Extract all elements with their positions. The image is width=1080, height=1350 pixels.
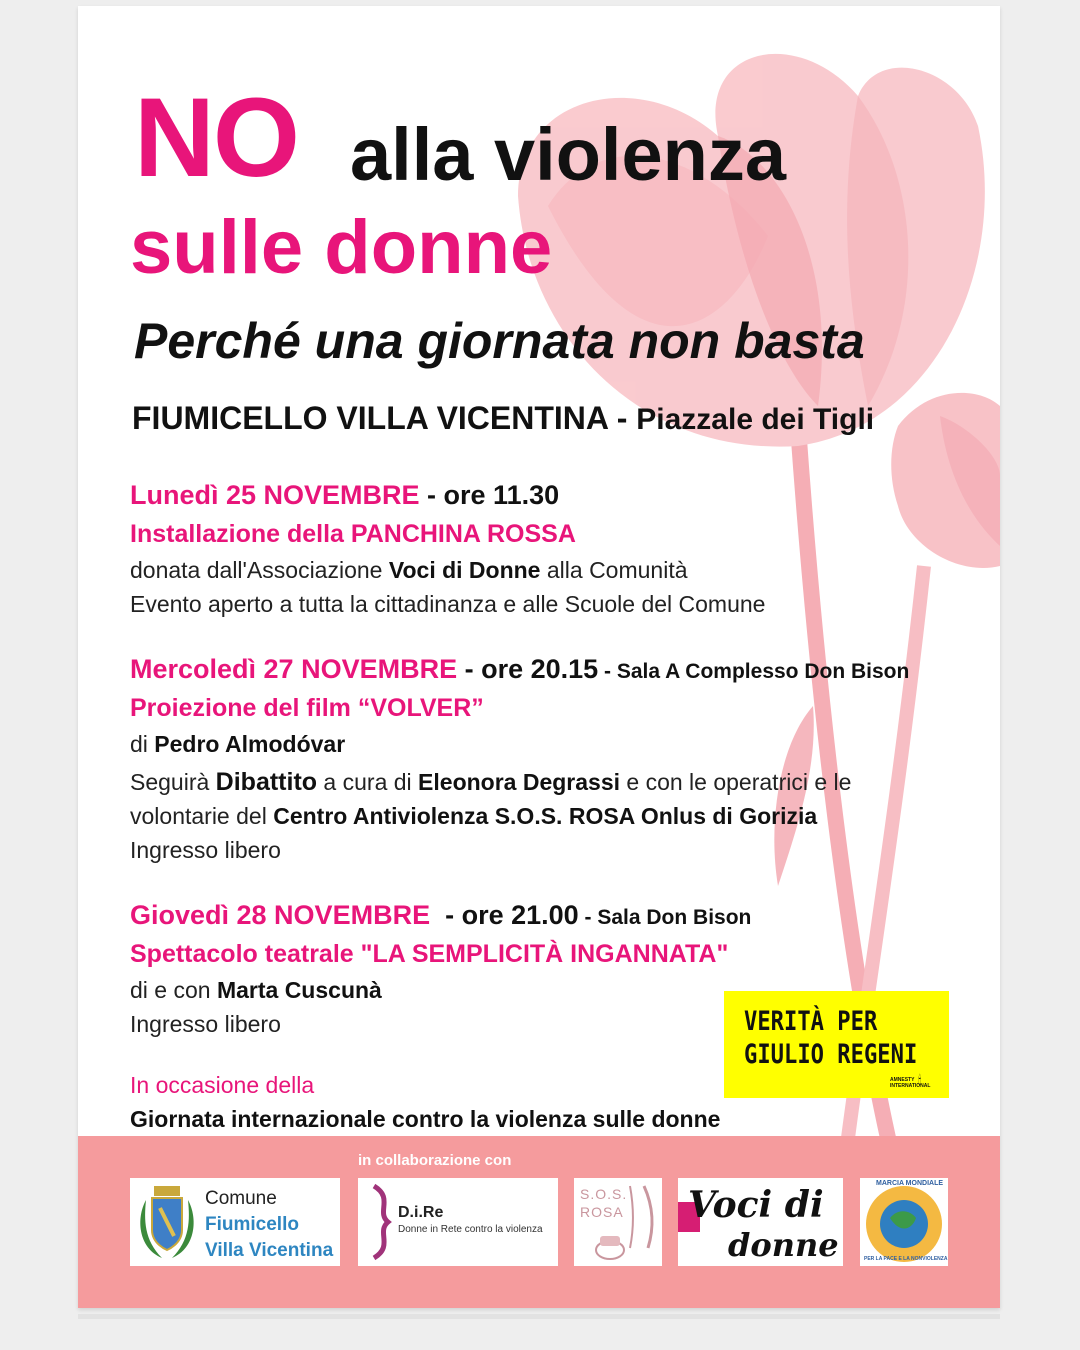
occasion-name: Giornata internazionale contro la violenza sulle donne — [130, 1106, 721, 1132]
comune-name-2: Villa Vicentina — [205, 1240, 334, 1261]
coat-of-arms-icon — [132, 1178, 202, 1266]
event-1-association: Voci di Donne — [388, 557, 541, 583]
event-3-cast-line — [130, 979, 382, 1002]
event-3-with-pre: di e con — [130, 977, 217, 1003]
logo-comune — [130, 1178, 340, 1266]
event-2-director-line — [130, 733, 345, 756]
event-3-place: - Sala Don Bison — [578, 906, 752, 929]
event-1-header — [130, 482, 559, 509]
event-2-director-pre: di — [130, 731, 155, 757]
headline-sulle-donne: sulle donne — [130, 205, 553, 290]
location-venue: Piazzale dei Tigli — [636, 403, 875, 436]
event-2-place: - Sala A Complesso Don Bison — [598, 660, 910, 683]
event-2-moderator: Eleonora Degrassi — [418, 769, 621, 795]
event-2-debate-line — [130, 770, 851, 795]
event-3-header — [130, 902, 751, 929]
logo-sos-rosa — [574, 1178, 662, 1266]
dire-name: D.i.Re — [398, 1204, 444, 1221]
logo-dire — [358, 1178, 558, 1266]
sos-label: S.O.S. — [580, 1186, 628, 1202]
dire-subtitle: Donne in Rete contro la violenza — [398, 1224, 543, 1235]
amnesty-label: AMNESTY INTERNATIONAL — [890, 1077, 931, 1089]
occasion-intro: In occasione della — [130, 1072, 315, 1098]
event-1-text-c: alla Comunità — [540, 557, 688, 583]
event-3-title: Spettacolo teatrale "LA SEMPLICITÀ INGANNATA" — [130, 940, 729, 968]
location-town: FIUMICELLO VILLA VICENTINA — [132, 400, 608, 436]
event-2-debate: Dibattito — [215, 768, 318, 796]
event-1-note: Evento aperto a tutta la cittadinanza e alle Scuole del Comune — [130, 591, 766, 617]
event-1-description — [130, 559, 688, 582]
event-3-entry: Ingresso libero — [130, 1011, 281, 1037]
event-1-date: Lunedì 25 NOVEMBRE — [130, 480, 420, 510]
collaboration-footer — [78, 1136, 1000, 1308]
event-3-date: Giovedì 28 NOVEMBRE — [130, 900, 431, 930]
logo-voci-di-donne — [678, 1178, 843, 1266]
event-3-time: - ore 21.00 — [430, 900, 579, 930]
event-1-time: - ore 11.30 — [419, 480, 560, 510]
event-poster — [78, 6, 1000, 1308]
headline-subtitle: Perché una giornata non basta — [134, 313, 865, 369]
event-2-director: Pedro Almodóvar — [154, 731, 346, 757]
location-line — [132, 402, 874, 435]
comune-label: Comune — [205, 1188, 277, 1209]
collaboration-label: in collaborazione con — [358, 1152, 512, 1169]
event-1-text-a: donata dall'Associazione — [130, 557, 389, 583]
event-3-performer: Marta Cuscunà — [216, 977, 382, 1003]
regeni-text: VERITÀ PER GIULIO REGENI — [744, 1006, 918, 1070]
marcia-subtitle: PER LA PACE E LA NONVIOLENZA — [864, 1256, 948, 1262]
regeni-banner — [724, 991, 949, 1098]
marcia-title: MARCIA MONDIALE — [876, 1180, 944, 1187]
rosa-label: ROSA — [580, 1204, 624, 1220]
logo-marcia-mondiale — [860, 1178, 948, 1266]
page-edge — [78, 1314, 1000, 1319]
event-2-d3: a cura di — [317, 769, 419, 795]
globe-icon — [860, 1178, 948, 1266]
location-separator: - — [607, 400, 637, 436]
candle-icon: 🕯 — [918, 1073, 922, 1087]
event-2-date: Mercoledì 27 NOVEMBRE — [130, 654, 458, 684]
event-2-d6: volontarie del — [130, 803, 274, 829]
event-2-d1: Seguirà — [130, 769, 216, 795]
event-2-time: - ore 20.15 — [457, 654, 599, 684]
event-2-entry: Ingresso libero — [130, 837, 281, 863]
event-1-title: Installazione della PANCHINA ROSSA — [130, 520, 576, 548]
telephone-icon — [574, 1178, 662, 1266]
headline-no: NO — [134, 75, 298, 200]
event-2-centre-line — [130, 805, 817, 828]
voci-text: Voci di — [688, 1184, 824, 1226]
event-2-header — [130, 656, 909, 683]
event-2-centre: Centro Antiviolenza S.O.S. ROSA Onlus di Gorizia — [273, 803, 818, 829]
event-2-title: Proiezione del film “VOLVER” — [130, 694, 484, 722]
donne-text: donne — [728, 1226, 839, 1264]
comune-name-1: Fiumicello — [205, 1214, 299, 1235]
headline-alla-violenza: alla violenza — [350, 113, 786, 196]
dire-bracket-icon — [364, 1178, 400, 1266]
event-2-d5: e con le operatrici e le — [620, 769, 852, 795]
